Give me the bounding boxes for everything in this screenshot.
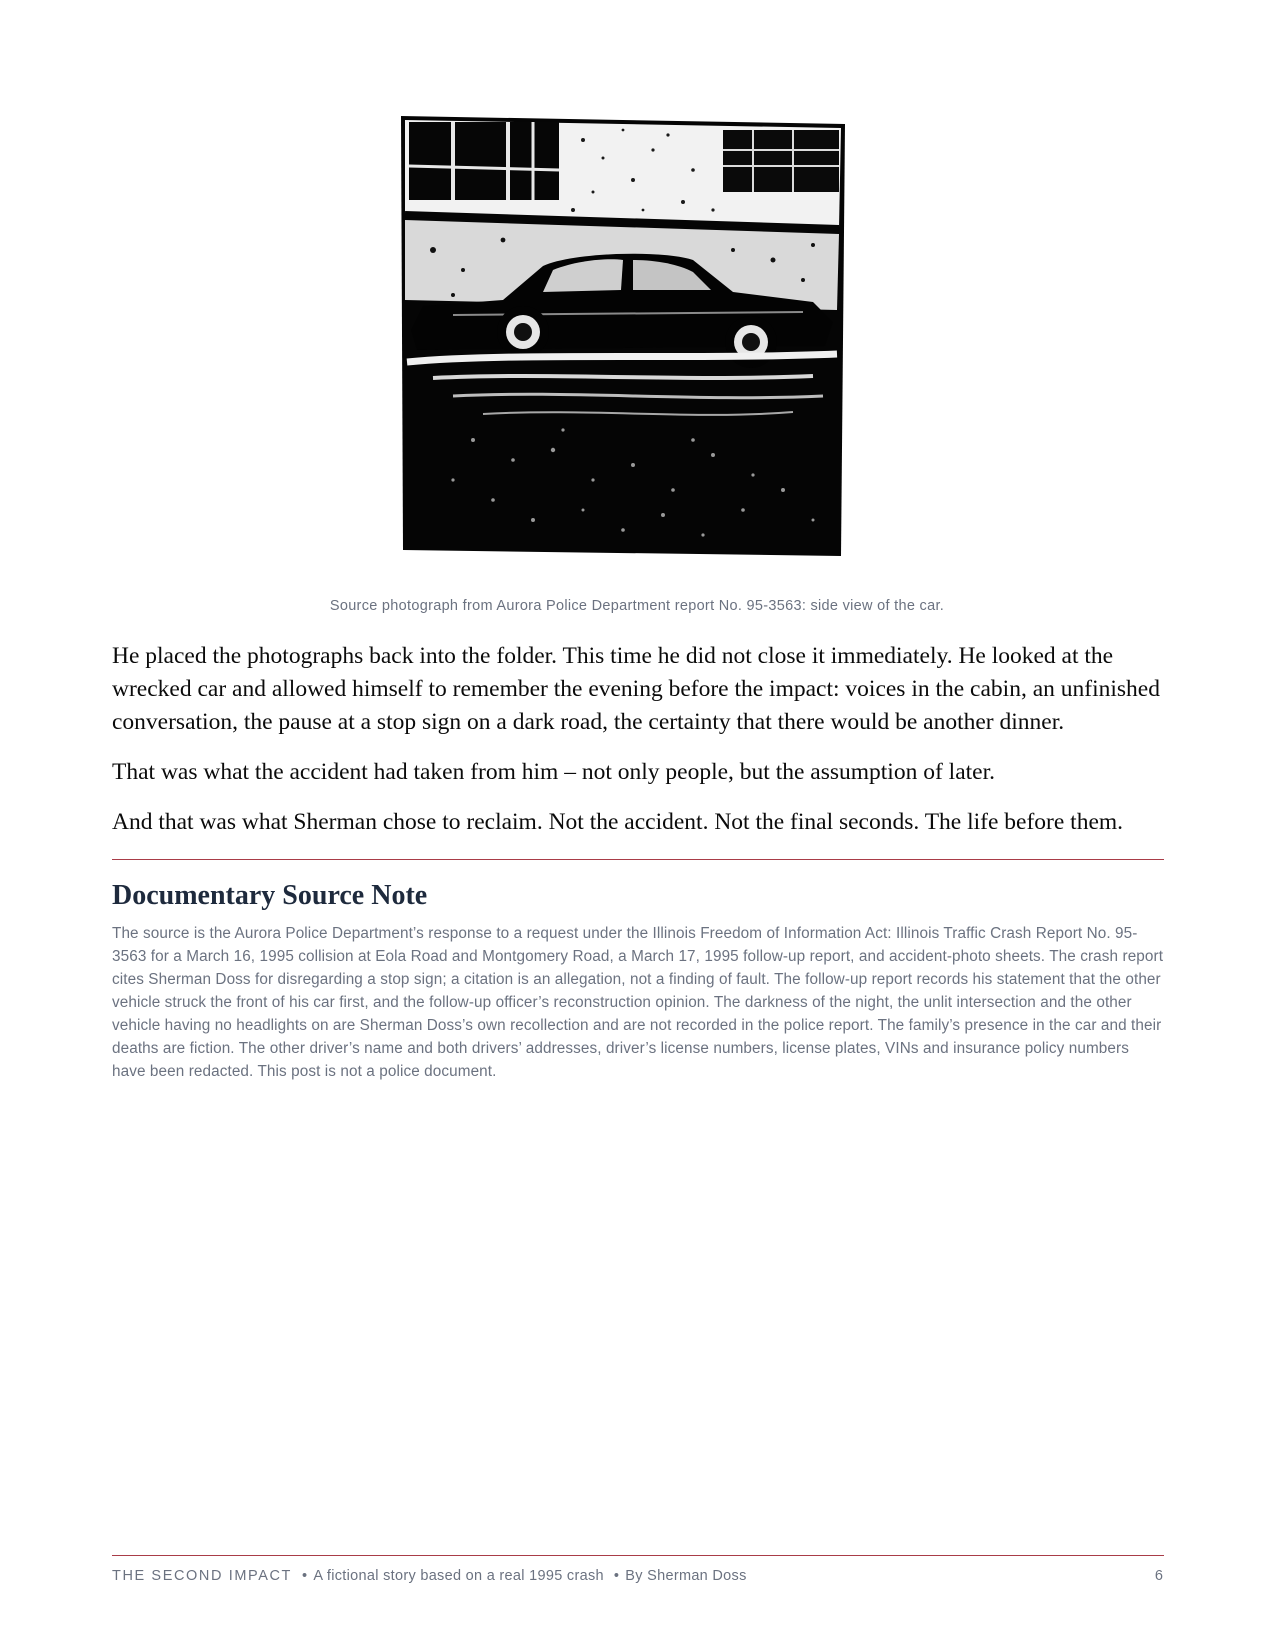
footer-title: THE SECOND IMPACT (112, 1568, 292, 1584)
footer-subtitle: A fictional story based on a real 1995 crash (313, 1568, 604, 1584)
footer-divider (112, 1555, 1164, 1556)
footer-author: By Sherman Doss (625, 1568, 747, 1584)
story-text (112, 640, 1164, 856)
source-note-heading: Documentary Source Note (112, 880, 428, 911)
page-number: 6 (1154, 1568, 1163, 1584)
crash-photograph (393, 110, 869, 586)
footer-separator: • (302, 1568, 308, 1584)
car-photo-image (393, 110, 869, 586)
story-paragraph: And that was what Sherman chose to reclaim. Not the accident. Not the final seconds. The life before them. (112, 809, 1124, 835)
story-paragraph: That was what the accident had taken from him – not only people, but the assumption of later. (112, 759, 995, 785)
source-note-body: The source is the Aurora Police Department’s response to a request under the Illinois Freedom of Information Act: Illinois Traffic Crash Report No. 95-3563 for a March 16, 1995 collision at Eola Road and Montgomery Road, a March 17, 1995 follow-up report, and accident-photo sheets. The crash report cites Sherman Doss for disregarding a stop sign; a citation is an allegation, not a finding of fault. The follow-up report records his statement that the other vehicle struck the front of his car first, and the follow-up officer’s reconstruction opinion. The darkness of the night, the unlit intersection and the other vehicle having no headlights on are Sherman Doss’s own recollection and are not recorded in the police report. The family’s presence in the car and their deaths are fiction. The other driver’s name and both drivers’ addresses, driver’s license numbers, license plates, VINs and insurance policy numbers have been redacted. This post is not a police document. (112, 925, 1164, 1080)
running-footer (112, 1568, 747, 1584)
story-paragraph: He placed the photographs back into the folder. This time he did not close it immediately. He looked at the wrecked car and allowed himself to remember the evening before the impact: voices in the cabin, an unfinished conversation, the pause at a stop sign on a dark road, the certainty that there would be another dinner. (112, 643, 1160, 735)
figure-caption: Source photograph from Aurora Police Department report No. 95-3563: side view of the car. (329, 598, 945, 614)
section-divider (112, 859, 1164, 860)
footer-separator: • (613, 1568, 620, 1584)
